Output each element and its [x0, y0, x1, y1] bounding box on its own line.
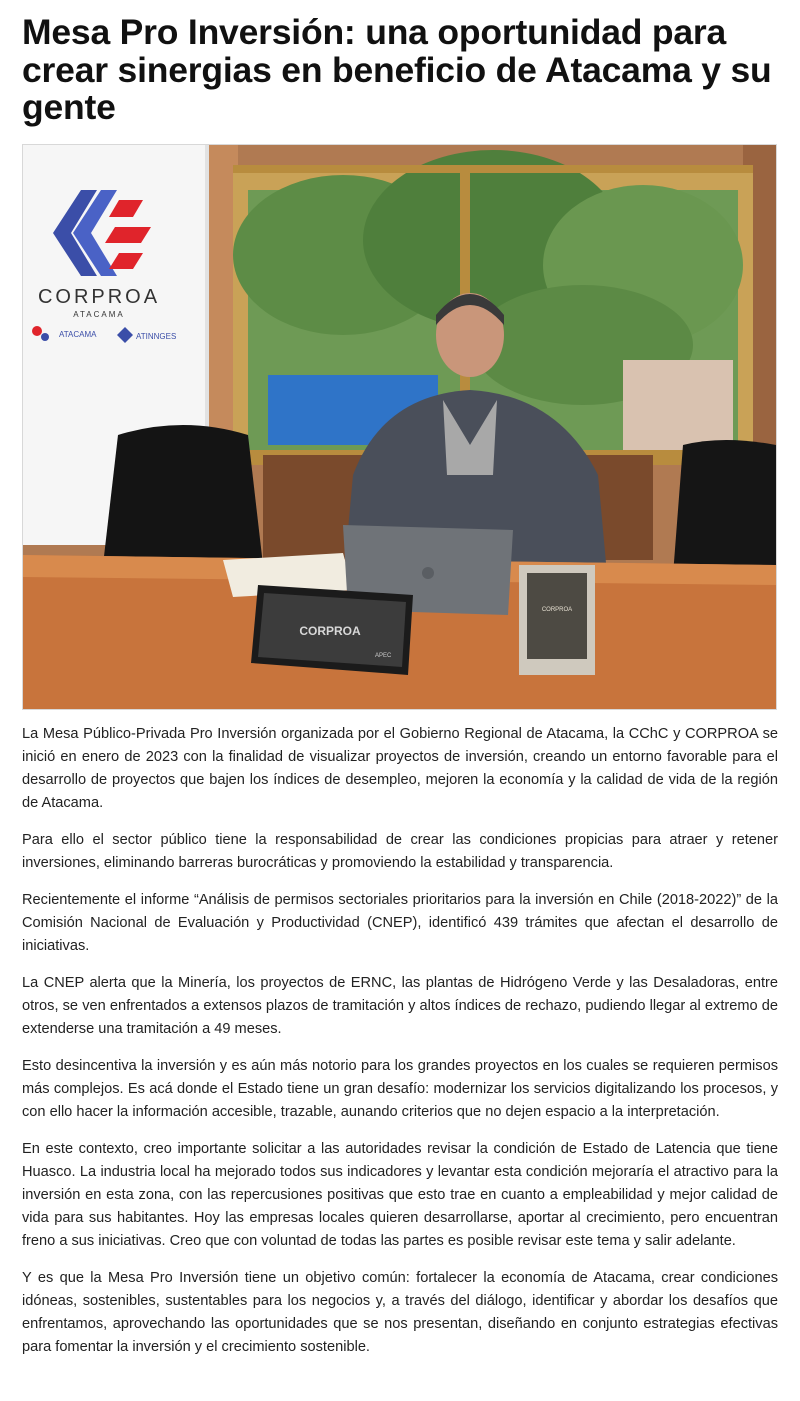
paragraph: Para ello el sector público tiene la responsabilidad de crear las condiciones propicias para atraer y retener inversiones, eliminando barreras burocráticas y promoviendo la estabilidad y transparencia.	[22, 831, 778, 871]
left-chair	[103, 425, 263, 565]
desk-sign-small: APEC	[375, 652, 392, 659]
paragraph: Y es que la Mesa Pro Inversión tiene un objetivo común: fortalecer la economía de Atacama, crear condiciones idóneas, sostenibles, sustentables para los negocios y, a través del diálogo, identificar y abordar los desafíos que enfrentamos, aprovechando las oportunidades que se nos presentan, diseñando en conjunto estrategias efectivas para fomentar la inversión y el crecimiento sostenible.	[22, 1269, 778, 1355]
desk-sign-label: CORPROA	[299, 623, 361, 638]
paragraph: La Mesa Público-Privada Pro Inversión organizada por el Gobierno Regional de Atacama, la CChC y CORPROA se inició en enero de 2023 con la finalidad de visualizar proyectos de inversión, creando un entorno favorable para el desarrollo de proyectos que bajen los índices de desempleo, mejoren la economía y la calidad de vida de la región de Atacama.	[22, 725, 778, 811]
article-photo	[22, 144, 777, 710]
banner-logo-right: ATINNGES	[136, 331, 177, 341]
paragraph: La CNEP alerta que la Minería, los proyectos de ERNC, las plantas de Hidrógeno Verde y las Desaladoras, entre otros, se ven enfrentados a extensos plazos de tramitación y altos índices de rechazo, pudiendo llegar al extremo de extenderse una tramitación a 49 meses.	[22, 974, 778, 1037]
article-title: Mesa Pro Inversión: una oportunidad para crear sinergias en beneficio de Atacama y su gente	[22, 12, 772, 127]
paragraph: Recientemente el informe “Análisis de permisos sectoriales prioritarios para la inversión en Chile (2018-2022)” de la Comisión Nacional de Evaluación y Productividad (CNEP), identificó 439 trámites que afectan el desarrollo de iniciativas.	[22, 891, 778, 954]
paragraph: En este contexto, creo importante solicitar a las autoridades revisar la condición de Estado de Latencia que tiene Huasco. La industria local ha mejorado todos sus indicadores y levantar esta condición mejoraría el atractivo para la inversión en esta zona, con las repercusiones positivas que esto trae en cuanto a empleabilidad y mejor calidad de vida para sus habitantes. Hoy las empresas locales quieren desarrollarse, aportar al crecimiento, pero encuentran freno a sus iniciativas. Creo que con voluntad de todas las partes es posible revisar este tema y salir adelante.	[22, 1140, 778, 1249]
plaque-brand: CORPROA	[541, 606, 573, 613]
banner-brand: CORPROA	[37, 285, 161, 308]
atacama-logo-icon	[32, 326, 42, 336]
banner-logo-left: ATACAMA	[59, 329, 97, 339]
article-body	[22, 723, 778, 1359]
paragraph: Esto desincentiva la inversión y es aún más notorio para los grandes proyectos en los cuales se requieren permisos más complejos. Es acá donde el Estado tiene un gran desafío: modernizar los servicios digitalizando los procesos, y con ello hacer la información accesible, trazable, aunando criterios que no dejen espacio a la interpretación.	[22, 1057, 778, 1120]
banner-sub: ATACAMA	[73, 309, 125, 319]
right-chair	[673, 440, 776, 575]
